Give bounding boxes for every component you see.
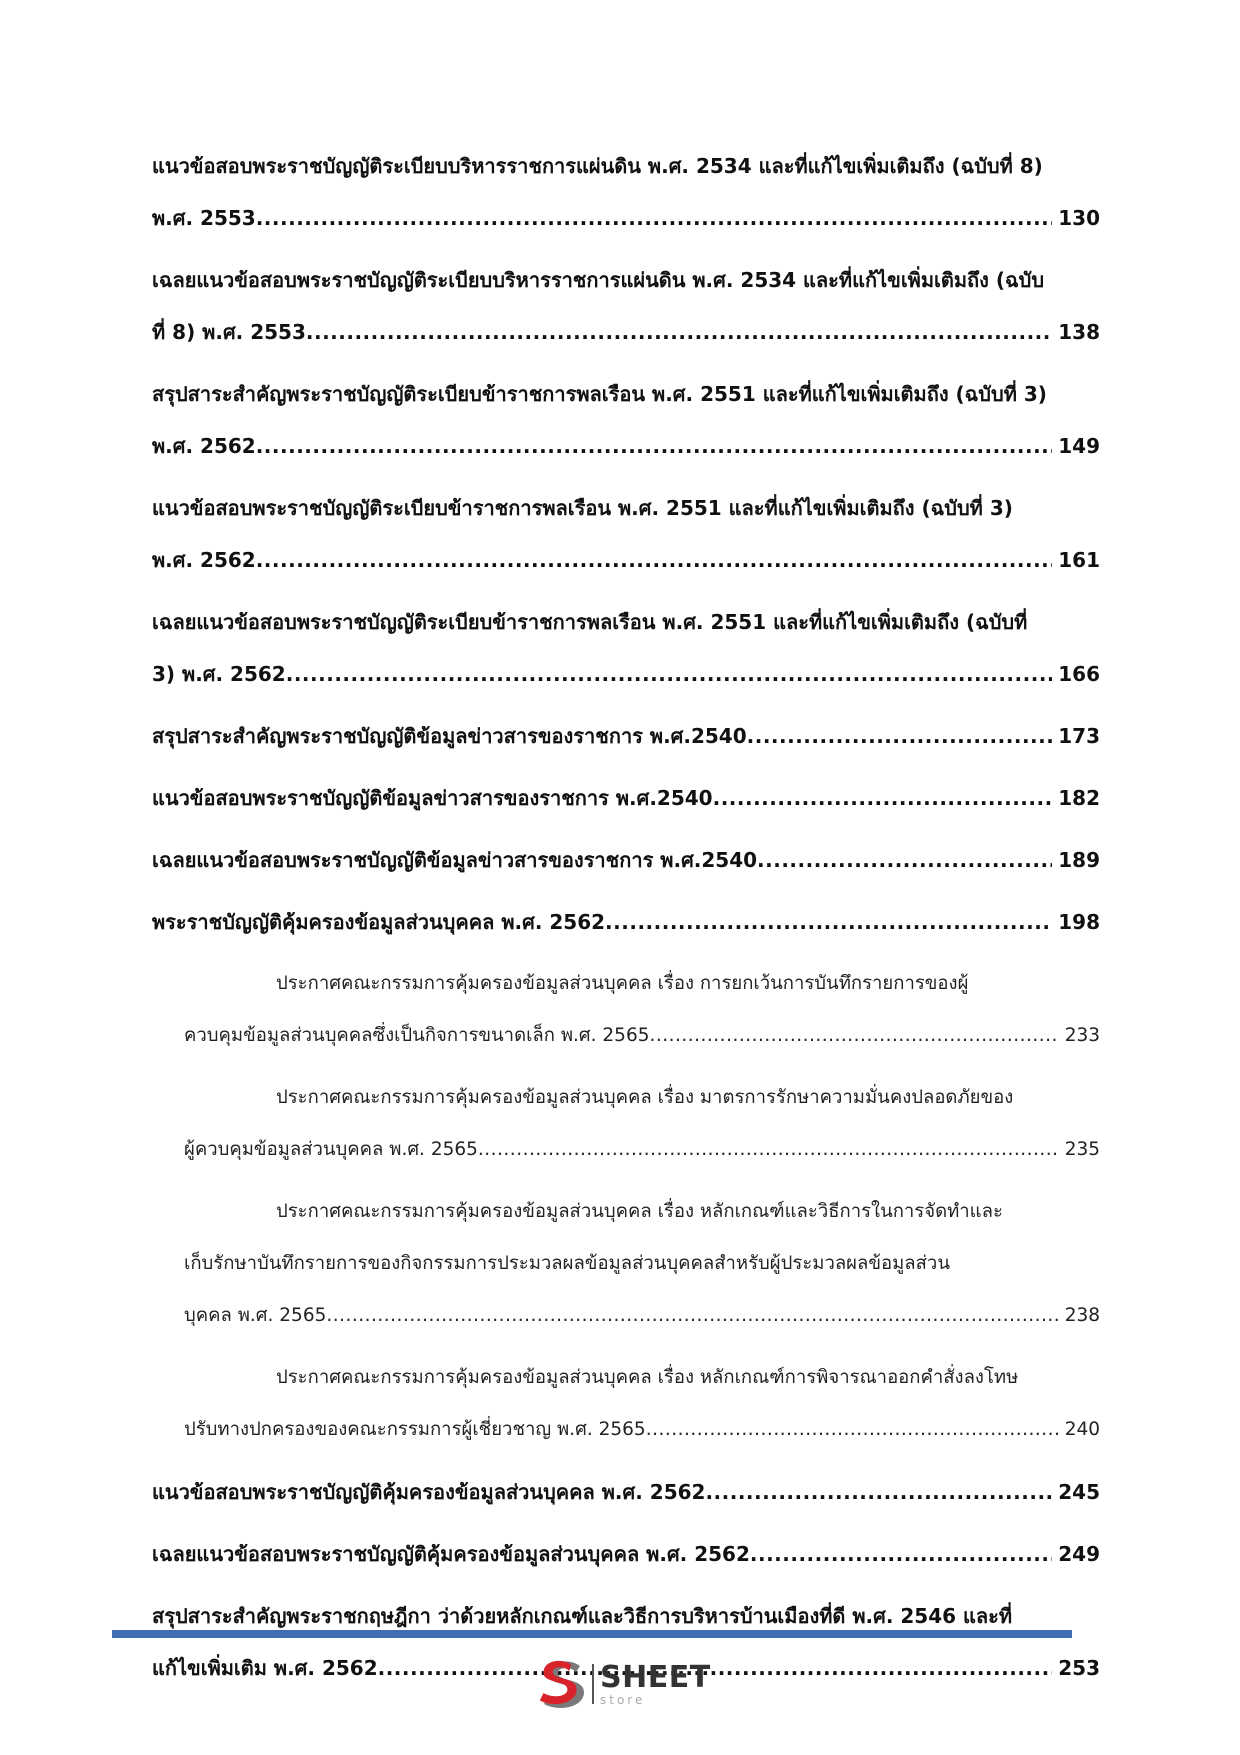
- toc-entry: [152, 140, 1100, 244]
- toc-page-number: 138: [1052, 306, 1100, 358]
- toc-entry-title-line: [152, 534, 1100, 586]
- logo-word: SHEET: [600, 1659, 711, 1695]
- table-of-contents: [152, 140, 1100, 1707]
- toc-entry-title-line: [152, 1010, 1100, 1062]
- toc-entry-title-text: เฉลยแนวข้อสอบพระราชบัญญัติระเบียบบริหารราชการแผ่นดิน พ.ศ. 2534 และที่แก้ไขเพิ่มเติมถึง (ฉบับ: [152, 268, 1045, 292]
- toc-entry-title-line: [152, 648, 1100, 700]
- toc-entry: [152, 1186, 1100, 1342]
- toc-entry-title-text: แนวข้อสอบพระราชบัญญัติระเบียบข้าราชการพลเรือน พ.ศ. 2551 และที่แก้ไขเพิ่มเติมถึง (ฉบับที่ 3): [152, 496, 1013, 520]
- toc-entry-title-line: [152, 368, 1100, 420]
- toc-entry-title-line: [152, 482, 1100, 534]
- toc-page-number: 161: [1052, 534, 1100, 586]
- toc-page-number: 182: [1052, 772, 1100, 824]
- toc-entry-title-line: [152, 1124, 1100, 1176]
- toc-entry-title-line: [152, 192, 1100, 244]
- toc-entry-title-text: พ.ศ. 2553: [152, 206, 256, 230]
- footer-divider: [112, 1630, 1072, 1638]
- toc-entry-title-text: เฉลยแนวข้อสอบพระราชบัญญัติคุ้มครองข้อมูลส่วนบุคคล พ.ศ. 2562: [152, 1542, 750, 1566]
- toc-entry-title-line: [152, 596, 1100, 648]
- toc-entry-title-text: เฉลยแนวข้อสอบพระราชบัญญัติระเบียบข้าราชการพลเรือน พ.ศ. 2551 และที่แก้ไขเพิ่มเติมถึง (ฉบับที่: [152, 610, 1028, 634]
- toc-page-number: 245: [1052, 1466, 1100, 1518]
- toc-entry-title-line: [152, 1290, 1100, 1342]
- toc-entry-title-text: ควบคุมข้อมูลส่วนบุคคลซึ่งเป็นกิจการขนาดเล็ก พ.ศ. 2565: [184, 1025, 650, 1046]
- toc-page-number: 235: [1059, 1124, 1100, 1176]
- toc-entry: [152, 1352, 1100, 1456]
- toc-entry-title-line: [152, 710, 1100, 762]
- toc-page-number: 173: [1052, 710, 1100, 762]
- toc-entry-title-line: [152, 306, 1100, 358]
- toc-entry-title-text: เก็บรักษาบันทึกรายการของกิจกรรมการประมวลผลข้อมูลส่วนบุคคลสำหรับผู้ประมวลผลข้อมูลส่วน: [184, 1253, 950, 1274]
- toc-entry-title-text: แนวข้อสอบพระราชบัญญัติระเบียบบริหารราชการแผ่นดิน พ.ศ. 2534 และที่แก้ไขเพิ่มเติมถึง (ฉบับที่ 8): [152, 154, 1043, 178]
- toc-entry-title-line: [152, 834, 1100, 886]
- toc-page-number: 189: [1052, 834, 1100, 886]
- toc-entry-title-line: [152, 420, 1100, 472]
- toc-entry-title-text: ปรับทางปกครองของคณะกรรมการผู้เชี่ยวชาญ พ.ศ. 2565: [184, 1419, 646, 1440]
- toc-entry-title-line: [152, 1466, 1100, 1518]
- toc-page-number: 130: [1052, 192, 1100, 244]
- toc-entry-title-text: แนวข้อสอบพระราชบัญญัติข้อมูลข่าวสารของราชการ พ.ศ.2540: [152, 786, 713, 810]
- toc-entry-title-text: ประกาศคณะกรรมการคุ้มครองข้อมูลส่วนบุคคล เรื่อง การยกเว้นการบันทึกรายการของผู้: [276, 973, 969, 994]
- toc-page-number: 253: [1052, 1642, 1100, 1694]
- toc-entry-title-text: สรุปสาระสำคัญพระราชกฤษฎีกา ว่าด้วยหลักเกณฑ์และวิธีการบริหารบ้านเมืองที่ดี พ.ศ. 2546 และที่: [152, 1604, 1013, 1628]
- toc-entry-title-line: [152, 1404, 1100, 1456]
- toc-entry: [152, 254, 1100, 358]
- toc-entry-title-text: ที่ 8) พ.ศ. 2553: [152, 320, 306, 344]
- toc-entry-title-line: [152, 1528, 1100, 1580]
- toc-entry-title-line: [152, 254, 1100, 306]
- toc-entry-title-text: สรุปสาระสำคัญพระราชบัญญัติข้อมูลข่าวสารของราชการ พ.ศ.2540: [152, 724, 747, 748]
- toc-page-number: 233: [1059, 1010, 1100, 1062]
- toc-page-number: 238: [1059, 1290, 1100, 1342]
- toc-entry: [152, 896, 1100, 948]
- toc-entry: [152, 1072, 1100, 1176]
- toc-entry: [152, 368, 1100, 472]
- toc-entry-title-text: พระราชบัญญัติคุ้มครองข้อมูลส่วนบุคคล พ.ศ. 2562: [152, 910, 606, 934]
- toc-entry-title-text: เฉลยแนวข้อสอบพระราชบัญญัติข้อมูลข่าวสารของราชการ พ.ศ.2540: [152, 848, 758, 872]
- toc-entry-title-text: แนวข้อสอบพระราชบัญญัติคุ้มครองข้อมูลส่วนบุคคล พ.ศ. 2562: [152, 1480, 706, 1504]
- logo-subtext: store: [600, 1692, 646, 1707]
- toc-entry-title-line: [152, 772, 1100, 824]
- toc-entry-title-text: 3) พ.ศ. 2562: [152, 662, 286, 686]
- toc-entry-title-line: [152, 1186, 1100, 1238]
- toc-page-number: 198: [1052, 896, 1100, 948]
- toc-entry: [152, 958, 1100, 1062]
- sheet-store-logo: [540, 1656, 711, 1712]
- toc-page-number: 166: [1052, 648, 1100, 700]
- toc-entry: [152, 834, 1100, 886]
- toc-entry-title-text: ผู้ควบคุมข้อมูลส่วนบุคคล พ.ศ. 2565: [184, 1139, 478, 1160]
- toc-entry-title-text: สรุปสาระสำคัญพระราชบัญญัติระเบียบข้าราชการพลเรือน พ.ศ. 2551 และที่แก้ไขเพิ่มเติมถึง (ฉบับที่ 3): [152, 382, 1047, 406]
- toc-entry-title-text: ประกาศคณะกรรมการคุ้มครองข้อมูลส่วนบุคคล เรื่อง หลักเกณฑ์การพิจารณาออกคำสั่งลงโทษ: [276, 1367, 1019, 1388]
- toc-entry: [152, 482, 1100, 586]
- toc-entry-title-text: พ.ศ. 2562: [152, 434, 256, 458]
- toc-entry-title-text: บุคคล พ.ศ. 2565: [184, 1305, 327, 1326]
- toc-entry: [152, 1466, 1100, 1518]
- sheet-store-logo-icon: [540, 1658, 588, 1710]
- toc-page-number: 149: [1052, 420, 1100, 472]
- toc-entry-title-line: [152, 896, 1100, 948]
- logo-separator: [592, 1664, 594, 1704]
- toc-page-number: 249: [1052, 1528, 1100, 1580]
- toc-page-number: 240: [1059, 1404, 1100, 1456]
- toc-entry-title-line: [152, 1352, 1100, 1404]
- toc-entry-title-line: [152, 958, 1100, 1010]
- toc-entry-title-line: [152, 140, 1100, 192]
- toc-entry-title-text: ประกาศคณะกรรมการคุ้มครองข้อมูลส่วนบุคคล เรื่อง หลักเกณฑ์และวิธีการในการจัดทำและ: [276, 1201, 1003, 1222]
- toc-entry-title-text: ประกาศคณะกรรมการคุ้มครองข้อมูลส่วนบุคคล เรื่อง มาตรการรักษาความมั่นคงปลอดภัยของ: [276, 1087, 1014, 1108]
- toc-entry: [152, 772, 1100, 824]
- logo-text: [600, 1659, 711, 1707]
- toc-entry-title-text: พ.ศ. 2562: [152, 548, 256, 572]
- toc-entry: [152, 1528, 1100, 1580]
- toc-entry: [152, 710, 1100, 762]
- toc-entry-title-line: [152, 1072, 1100, 1124]
- toc-entry-title-text: แก้ไขเพิ่มเติม พ.ศ. 2562: [152, 1656, 378, 1680]
- toc-entry-title-line: [152, 1238, 1100, 1290]
- toc-entry: [152, 596, 1100, 700]
